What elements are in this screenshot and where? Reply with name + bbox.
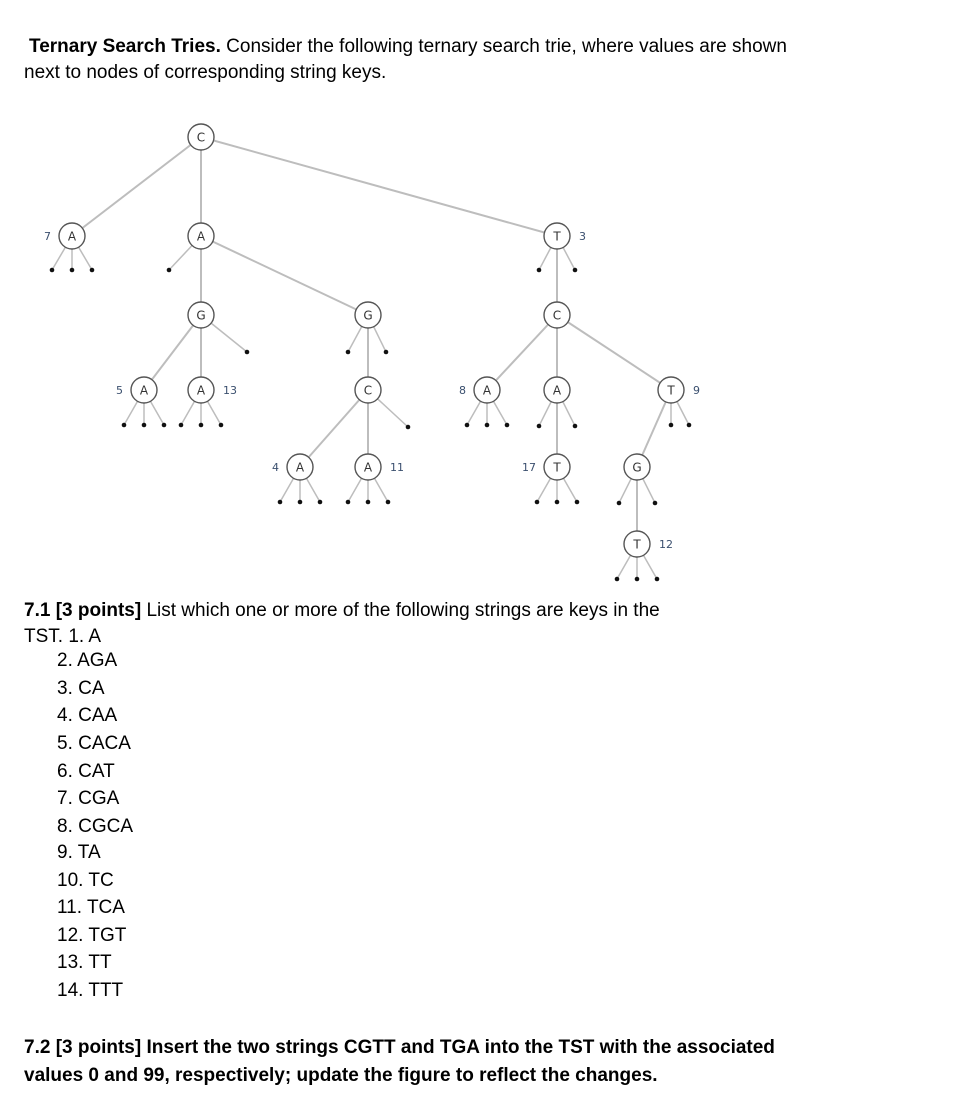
trie-node-char: T: [553, 460, 561, 475]
null-link-dot: [537, 424, 542, 429]
null-link-dot: [575, 500, 580, 505]
null-link-dot: [278, 500, 283, 505]
null-link-dot: [406, 425, 411, 430]
trie-edge: [72, 137, 201, 236]
trie-node-char: A: [363, 460, 373, 475]
null-link-dot: [615, 577, 620, 582]
null-link-dot: [318, 500, 323, 505]
null-link-dot: [384, 350, 389, 355]
null-link-dot: [535, 500, 540, 505]
trie-node-char: T: [667, 383, 675, 398]
trie-node-char: A: [552, 383, 562, 398]
trie-node-char: A: [139, 383, 149, 398]
null-link-dot: [167, 268, 172, 273]
intro-heading: Ternary Search Tries.: [29, 36, 221, 57]
intro-text: Consider the following ternary search trie, where values are shown: [220, 36, 787, 57]
trie-node-char: G: [363, 308, 373, 323]
trie-node-value: 17: [522, 461, 536, 474]
q71-label: 7.1 [3 points]: [24, 600, 142, 621]
null-link-dot: [366, 500, 371, 505]
trie-node-char: T: [633, 537, 641, 552]
trie-node-value: 9: [693, 384, 700, 397]
option-item: 4. CAA: [57, 705, 118, 726]
trie-node-value: 4: [272, 461, 279, 474]
option-item: 5. CACA: [57, 733, 131, 754]
null-link-dot: [465, 423, 470, 428]
null-link-dot: [505, 423, 510, 428]
trie-node-char: A: [482, 383, 492, 398]
null-link-dot: [122, 423, 127, 428]
option-item: 13. TT: [57, 952, 112, 973]
trie-node-value: 12: [659, 538, 673, 551]
intro-line-2: next to nodes of corresponding string keys.: [24, 62, 387, 83]
option-item: 2. AGA: [57, 650, 118, 671]
null-link-dot: [635, 577, 640, 582]
trie-node-char: G: [632, 460, 642, 475]
null-link-dot: [346, 350, 351, 355]
option-item: 3. CA: [57, 678, 105, 699]
null-link-dot: [162, 423, 167, 428]
null-link-dot: [573, 424, 578, 429]
option-item: 10. TC: [57, 870, 114, 891]
option-item: 12. TGT: [57, 925, 127, 946]
trie-node-char: G: [196, 308, 206, 323]
trie-node-value: 13: [223, 384, 237, 397]
null-link-dot: [199, 423, 204, 428]
trie-node-value: 3: [579, 230, 586, 243]
intro-line-1: [24, 34, 787, 60]
trie-node-char: T: [553, 229, 561, 244]
trie-node-value: 5: [116, 384, 123, 397]
null-link-dot: [50, 268, 55, 273]
null-link-dot: [617, 501, 622, 506]
trie-node-char: C: [552, 308, 562, 323]
null-link-dot: [537, 268, 542, 273]
trie-edge: [201, 137, 557, 236]
trie-node-value: 7: [44, 230, 51, 243]
null-link-dot: [70, 268, 75, 273]
question-7-2: [24, 1034, 775, 1090]
trie-edge: [144, 315, 201, 390]
null-link-dot: [90, 268, 95, 273]
null-link-dot: [485, 423, 490, 428]
q72-line-2: values 0 and 99, respectively; update the figure to reflect the changes.: [24, 1065, 658, 1086]
null-link-dot: [653, 501, 658, 506]
trie-edge: [487, 315, 557, 390]
q71-text: List which one or more of the following strings are keys in the: [141, 600, 660, 621]
null-link-dot: [687, 423, 692, 428]
trie-node-char: C: [363, 383, 373, 398]
q72-line-1: 7.2 [3 points] Insert the two strings CGTT and TGA into the TST with the associated: [24, 1037, 775, 1058]
q71-line-2: TST. 1. A: [24, 626, 102, 647]
null-link-dot: [219, 423, 224, 428]
trie-edge: [201, 236, 368, 315]
question-7-1: [24, 598, 660, 650]
null-link-dot: [386, 500, 391, 505]
option-item: 7. CGA: [57, 788, 120, 809]
null-link-dot: [245, 350, 250, 355]
null-link-dot: [298, 500, 303, 505]
null-link-dot: [179, 423, 184, 428]
trie-node-char: A: [196, 229, 206, 244]
trie-edge: [557, 315, 671, 390]
q71-line-1: [24, 598, 660, 624]
trie-node-value: 8: [459, 384, 466, 397]
option-item: 9. TA: [57, 842, 101, 863]
option-item: 6. CAT: [57, 761, 115, 782]
trie-edge: [300, 390, 368, 467]
null-link-dot: [555, 500, 560, 505]
intro-paragraph: [24, 34, 787, 86]
trie-node-char: A: [295, 460, 305, 475]
ternary-search-trie-diagram: [0, 100, 958, 590]
option-item: 8. CGCA: [57, 816, 134, 837]
null-link-dot: [669, 423, 674, 428]
trie-node-char: A: [67, 229, 77, 244]
null-link-dot: [142, 423, 147, 428]
option-item: 11. TCA: [57, 897, 125, 918]
null-link-dot: [655, 577, 660, 582]
trie-node-char: A: [196, 383, 206, 398]
trie-node-char: C: [196, 130, 206, 145]
null-link-dot: [573, 268, 578, 273]
option-item: 14. TTT: [57, 980, 124, 1001]
trie-node-value: 11: [390, 461, 404, 474]
null-link-dot: [346, 500, 351, 505]
